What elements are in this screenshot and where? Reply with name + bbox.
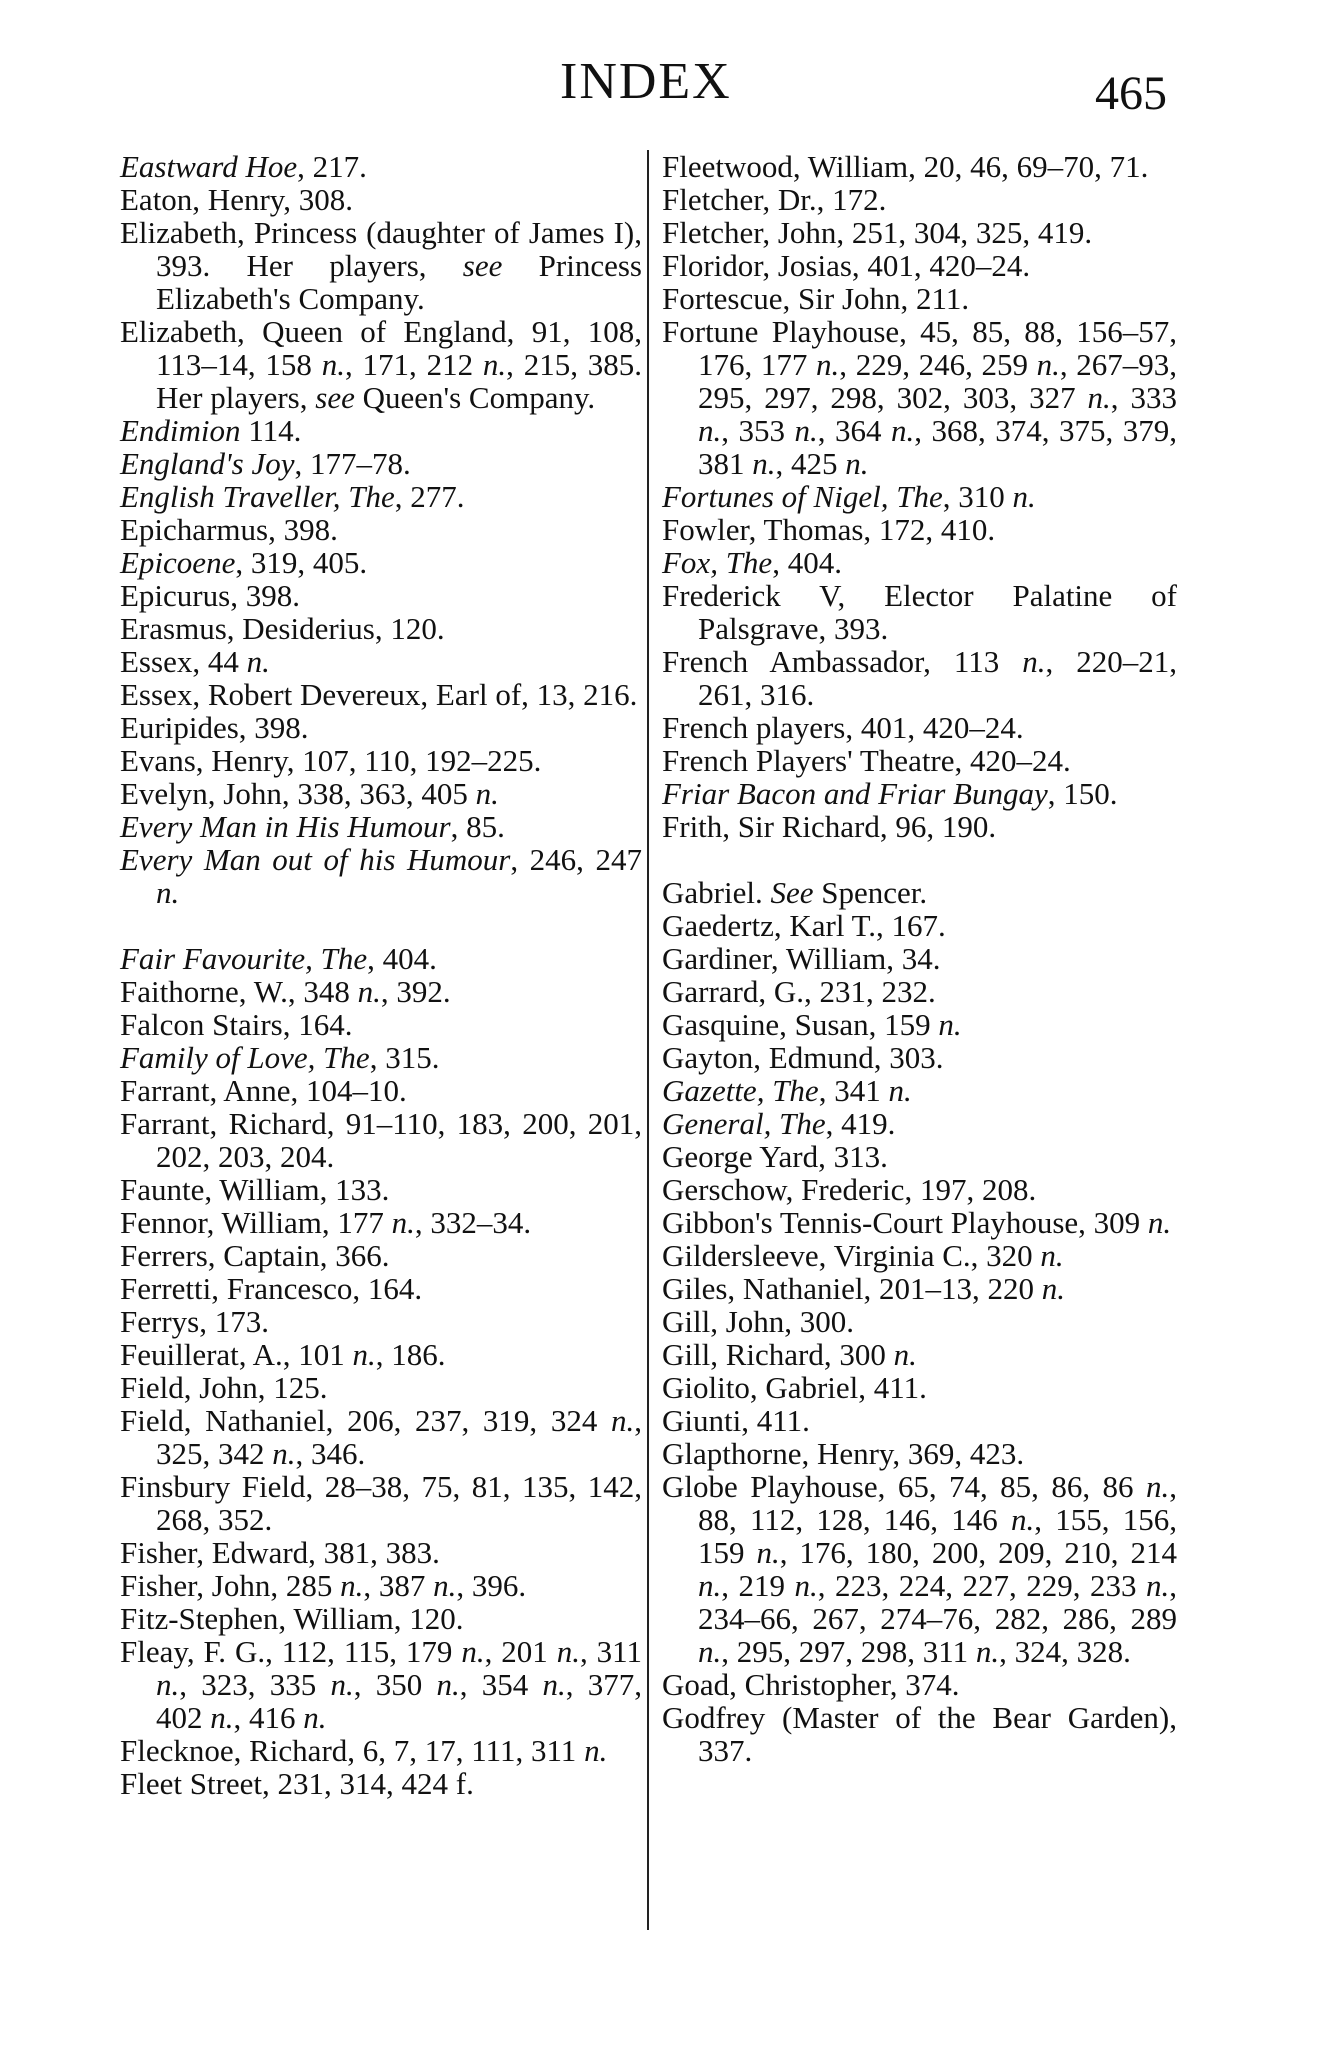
index-entry: Fisher, Edward, 381, 383. bbox=[120, 1535, 440, 1570]
index-entry: Fleet Street, 231, 314, 424 f. bbox=[120, 1766, 474, 1801]
index-entry: Elizabeth, Queen of England, 91, 108, 113–14, 158 n., 171, 212 n., 215, 385. Her players, see Queen's Company. bbox=[120, 314, 643, 415]
index-entry: Elizabeth, Princess (daughter of James I), 393. Her players, see Princess Elizabeth's Company. bbox=[120, 215, 642, 316]
index-entry: Giunti, 411. bbox=[662, 1403, 810, 1438]
index-entry: Epicharmus, 398. bbox=[120, 512, 338, 547]
index-entry: Family of Love, The, 315. bbox=[120, 1040, 440, 1075]
index-entry: Giolito, Gabriel, 411. bbox=[662, 1370, 927, 1405]
index-entry: Epicoene, 319, 405. bbox=[120, 545, 368, 580]
index-section-gap bbox=[120, 909, 642, 942]
index-entry: Friar Bacon and Friar Bungay, 150. bbox=[662, 776, 1118, 811]
index-entry: Gayton, Edmund, 303. bbox=[662, 1040, 944, 1075]
index-entry: Gabriel. See Spencer. bbox=[662, 875, 928, 910]
index-entry: Fox, The, 404. bbox=[662, 545, 842, 580]
index-entry: Fisher, John, 285 n., 387 n., 396. bbox=[120, 1568, 527, 1603]
index-entry: Essex, 44 n. bbox=[120, 644, 270, 679]
index-entry: Fletcher, John, 251, 304, 325, 419. bbox=[662, 215, 1093, 250]
index-entry: Gildersleeve, Virginia C., 320 n. bbox=[662, 1238, 1064, 1273]
index-entry: George Yard, 313. bbox=[662, 1139, 888, 1174]
index-entry: Ferrers, Captain, 366. bbox=[120, 1238, 390, 1273]
index-entry: Fennor, William, 177 n., 332–34. bbox=[120, 1205, 532, 1240]
index-entry: English Traveller, The, 277. bbox=[120, 479, 465, 514]
index-entry: Fortunes of Nigel, The, 310 n. bbox=[662, 479, 1036, 514]
index-entry: Fortescue, Sir John, 211. bbox=[662, 281, 970, 316]
index-entry: Globe Playhouse, 65, 74, 85, 86, 86 n., 88, 112, 128, 146, 146 n., 155, 156, 159 n., 176, 180, 200, 209, 210, 214 n., 219 n., 223, 224, 227, 229, 233 n., 234–66, 267, 274–76, 282, 286, 289 n., 295, 297, 298, 311 n., 324, 328. bbox=[662, 1469, 1178, 1669]
index-entry: Gardiner, William, 34. bbox=[662, 941, 941, 976]
index-entry: Fortune Playhouse, 45, 85, 88, 156–57, 176, 177 n., 229, 246, 259 n., 267–93, 295, 297, 298, 302, 303, 327 n., 333 n., 353 n., 364 n., 368, 374, 375, 379, 381 n., 425 n. bbox=[662, 314, 1178, 481]
page-title: INDEX bbox=[560, 53, 732, 110]
index-entry: Flecknoe, Richard, 6, 7, 17, 111, 311 n. bbox=[120, 1733, 608, 1768]
index-entry: Godfrey (Master of the Bear Garden), 337. bbox=[662, 1700, 1177, 1768]
index-entry: Fowler, Thomas, 172, 410. bbox=[662, 512, 996, 547]
index-entry: Goad, Christopher, 374. bbox=[662, 1667, 960, 1702]
index-column-left bbox=[120, 150, 642, 1800]
index-entry: Gerschow, Frederic, 197, 208. bbox=[662, 1172, 1037, 1207]
index-entry: Evelyn, John, 338, 363, 405 n. bbox=[120, 776, 499, 811]
index-entry: Feuillerat, A., 101 n., 186. bbox=[120, 1337, 446, 1372]
index-entry: Euripides, 398. bbox=[120, 710, 309, 745]
index-entry: General, The, 419. bbox=[662, 1106, 896, 1141]
index-entry: Epicurus, 398. bbox=[120, 578, 300, 613]
index-entry: Field, John, 125. bbox=[120, 1370, 328, 1405]
index-entry: Evans, Henry, 107, 110, 192–225. bbox=[120, 743, 542, 778]
index-entry: Glapthorne, Henry, 369, 423. bbox=[662, 1436, 1025, 1471]
index-entry: Endimion 114. bbox=[120, 413, 302, 448]
column-divider bbox=[647, 150, 649, 1930]
index-entry: Ferretti, Francesco, 164. bbox=[120, 1271, 423, 1306]
page-number: 465 bbox=[1095, 67, 1167, 120]
index-entry: French Players' Theatre, 420–24. bbox=[662, 743, 1071, 778]
index-entry: Gasquine, Susan, 159 n. bbox=[662, 1007, 962, 1042]
index-entry: Giles, Nathaniel, 201–13, 220 n. bbox=[662, 1271, 1065, 1306]
index-entry: Frederick V, Elector Palatine of Palsgrave, 393. bbox=[662, 578, 1177, 646]
index-entry: Erasmus, Desiderius, 120. bbox=[120, 611, 445, 646]
index-entry: Fletcher, Dr., 172. bbox=[662, 182, 887, 217]
index-entry: Gill, John, 300. bbox=[662, 1304, 855, 1339]
index-entry: Every Man in His Humour, 85. bbox=[120, 809, 505, 844]
index-entry: Farrant, Richard, 91–110, 183, 200, 201, 202, 203, 204. bbox=[120, 1106, 642, 1174]
index-entry: Floridor, Josias, 401, 420–24. bbox=[662, 248, 1031, 283]
index-entry: Gill, Richard, 300 n. bbox=[662, 1337, 917, 1372]
index-entry: Farrant, Anne, 104–10. bbox=[120, 1073, 407, 1108]
index-entry: Field, Nathaniel, 206, 237, 319, 324 n., 325, 342 n., 346. bbox=[120, 1403, 642, 1471]
index-entry: Fleetwood, William, 20, 46, 69–70, 71. bbox=[662, 149, 1149, 184]
index-entry: Fair Favourite, The, 404. bbox=[120, 941, 437, 976]
index-entry: Gibbon's Tennis-Court Playhouse, 309 n. bbox=[662, 1205, 1172, 1240]
index-entry: Eaton, Henry, 308. bbox=[120, 182, 354, 217]
index-entry: Eastward Hoe, 217. bbox=[120, 149, 367, 184]
index-entry: Garrard, G., 231, 232. bbox=[662, 974, 936, 1009]
index-entry: Finsbury Field, 28–38, 75, 81, 135, 142, 268, 352. bbox=[120, 1469, 642, 1537]
index-entry: Faithorne, W., 348 n., 392. bbox=[120, 974, 451, 1009]
index-entry: England's Joy, 177–78. bbox=[120, 446, 411, 481]
index-entry: Every Man out of his Humour, 246, 247 n. bbox=[120, 842, 642, 910]
index-entry: French Ambassador, 113 n., 220–21, 261, 316. bbox=[662, 644, 1178, 712]
index-section-gap bbox=[662, 843, 1177, 876]
index-entry: Fleay, F. G., 112, 115, 179 n., 201 n., 311 n., 323, 335 n., 350 n., 354 n., 377, 402 n., 416 n. bbox=[120, 1634, 642, 1735]
index-column-right bbox=[662, 150, 1177, 1767]
index-entry: French players, 401, 420–24. bbox=[662, 710, 1024, 745]
index-entry: Falcon Stairs, 164. bbox=[120, 1007, 353, 1042]
index-entry: Faunte, William, 133. bbox=[120, 1172, 390, 1207]
index-entry: Essex, Robert Devereux, Earl of, 13, 216. bbox=[120, 677, 638, 712]
index-entry: Gazette, The, 341 n. bbox=[662, 1073, 912, 1108]
index-entry: Fitz-Stephen, William, 120. bbox=[120, 1601, 464, 1636]
index-entry: Frith, Sir Richard, 96, 190. bbox=[662, 809, 997, 844]
index-entry: Ferrys, 173. bbox=[120, 1304, 269, 1339]
index-entry: Gaedertz, Karl T., 167. bbox=[662, 908, 946, 943]
